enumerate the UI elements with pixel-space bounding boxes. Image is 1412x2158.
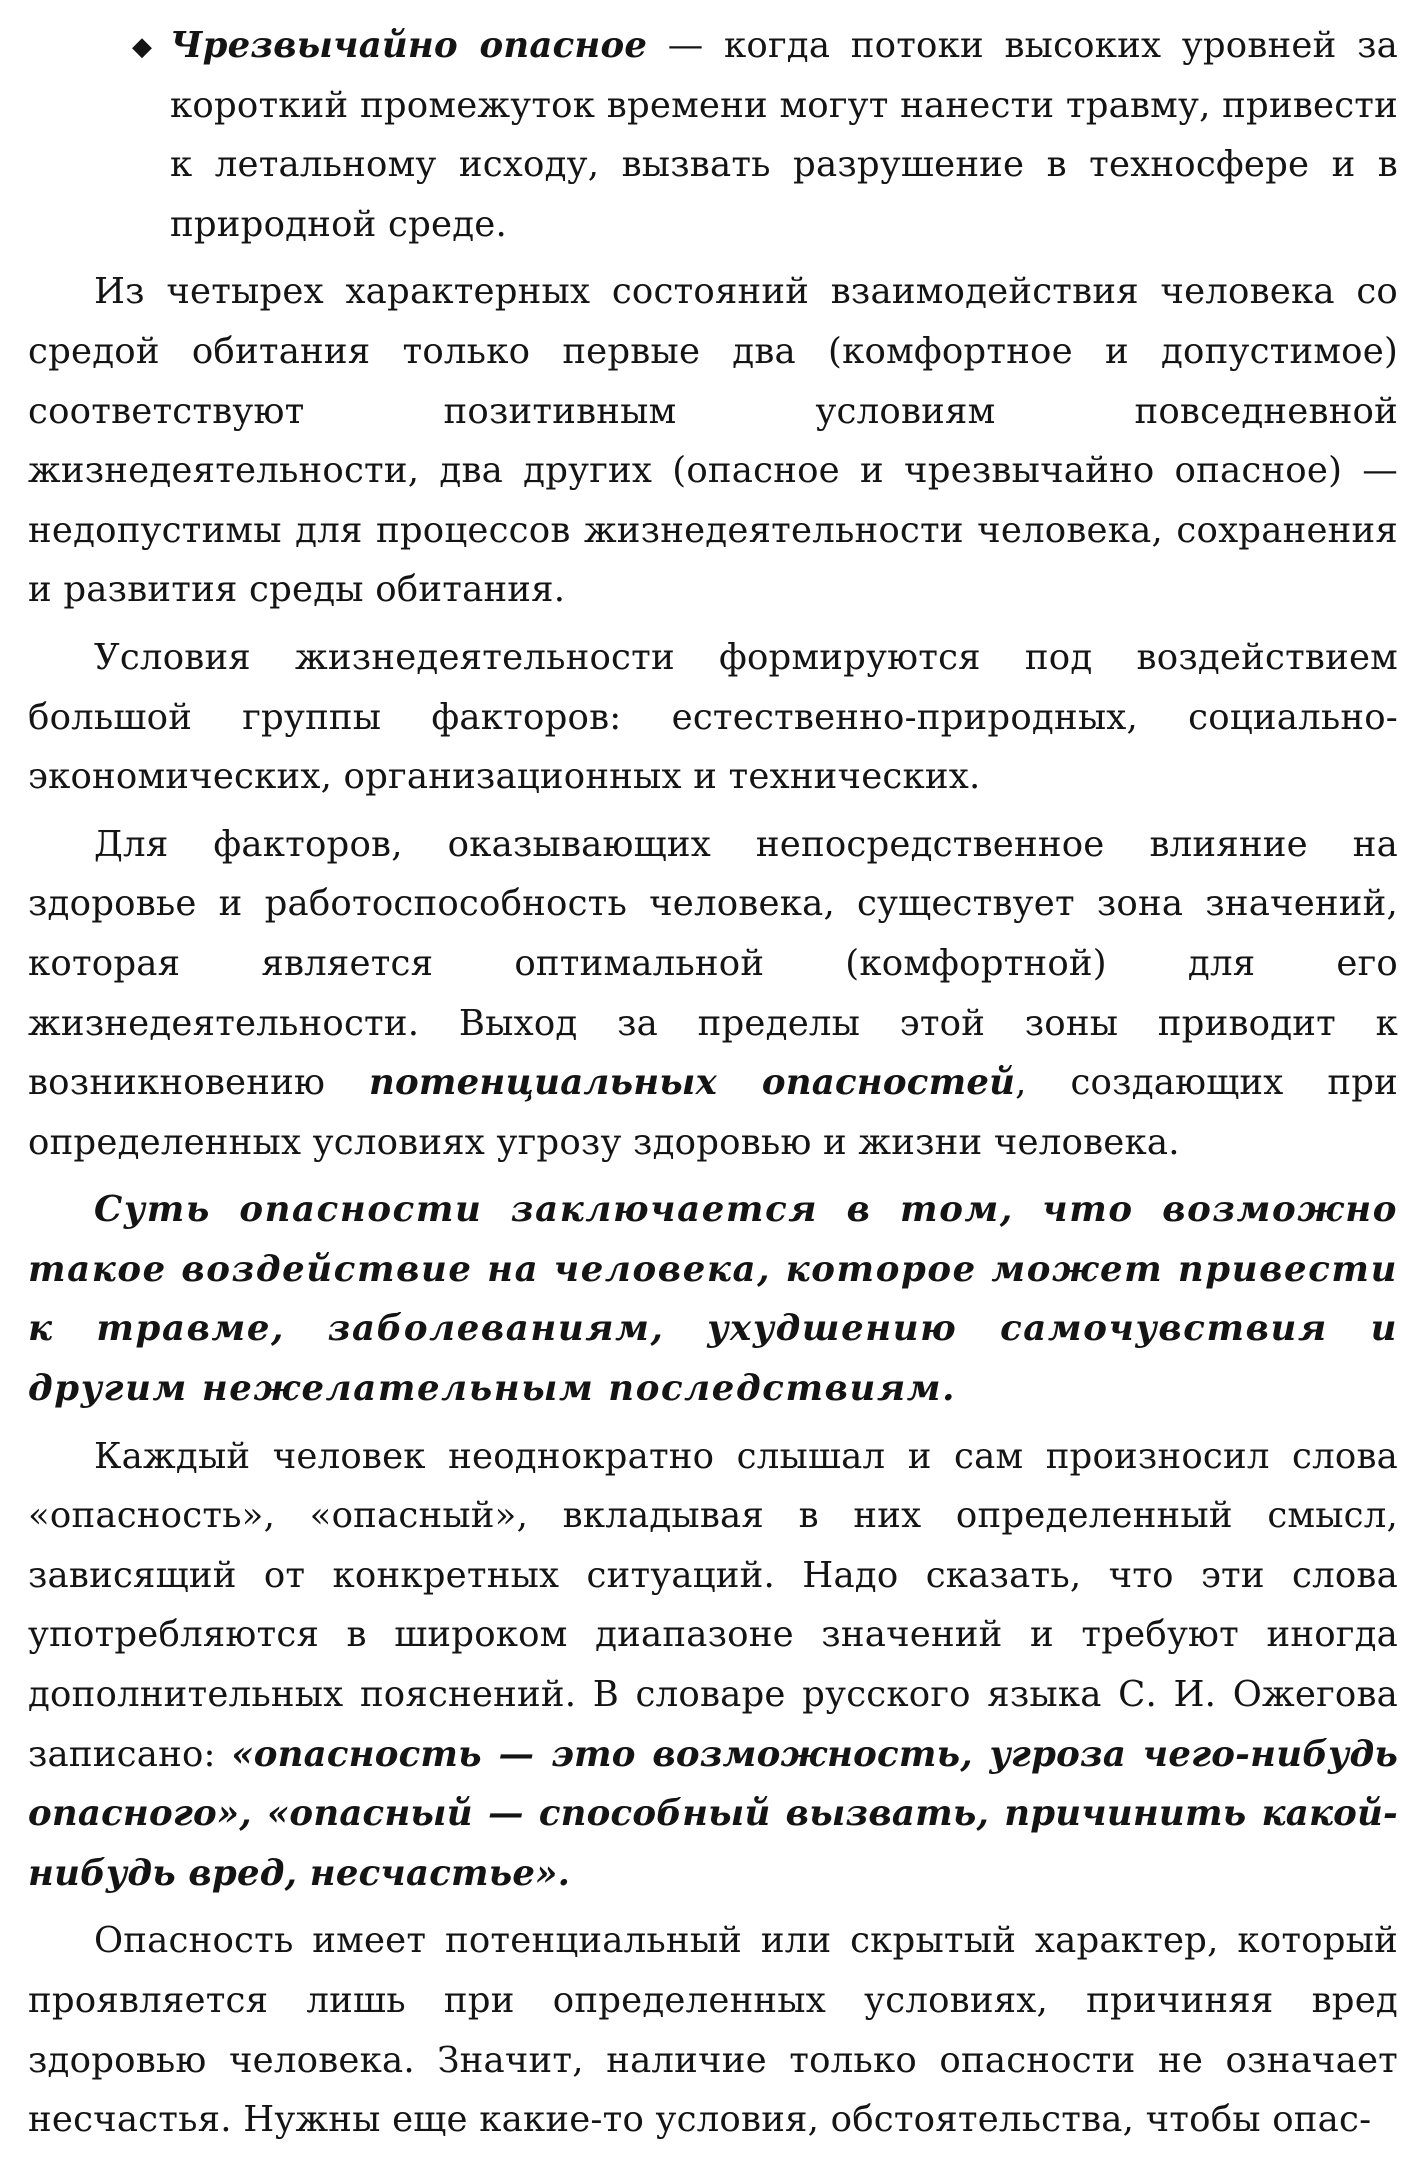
bullet-item-extremely-dangerous bbox=[28, 16, 1398, 254]
paragraph-text-part: Каждый человек неоднократно слышал и сам произносил слова «опасность», «опасный», вкладывая в них определенный смысл, зависящий от конкретных ситуаций. Надо сказать, что эти слова употребляются в широком диапазоне значений и требуют иногда дополнительных пояснений. В словаре русского языка С. И. Ожегова записано: bbox=[28, 1435, 1398, 1775]
paragraph-text-part: , создающих при определенных условиях угрозу здоровью и жизни человека. bbox=[28, 1062, 1399, 1163]
paragraph-four-states: Из четырех характерных состояний взаимодействия человека со средой обитания только первые два (комфортное и допустимое) соответствуют позитивным условиям повседневной жизнедеятельности, два других (опасное и чрезвычайно опасное) — недопустимы для процессов жизнедеятельности человека, сохранения и развития среды обитания. bbox=[28, 271, 1398, 611]
paragraph-essence-of-danger: Суть опасности заключается в том, что возможно такое воздействие на человека, которое может привести к травме, заболеваниям, ухудшению самочувствия и другим нежелательным последствиям. bbox=[28, 1189, 1398, 1410]
bullet-term: Чрезвычайно опасное bbox=[170, 25, 648, 66]
paragraph-life-conditions: Условия жизнедеятельности формируются под воздействием большой группы факторов: естественно-природных, социально-экономических, организационных и технических. bbox=[28, 636, 1398, 798]
term-potential-dangers: потенциальных опасностей bbox=[368, 1062, 1016, 1104]
paragraph-text-part: Для факторов, оказывающих непосредственное влияние на здоровье и работоспособность человека, существует зона значений, которая является оптимальной (комфортной) для его жизнедеятельности. Выход за пределы этой зоны приводит к возникновению bbox=[28, 823, 1398, 1104]
page-body bbox=[28, 16, 1398, 2158]
paragraph-potential-dangers bbox=[28, 815, 1398, 1173]
paragraph-hidden-character: Опасность имеет потенциальный или скрытый характер, который проявляется лишь при определенных условиях, причиняя вред здоровью человека. Значит, наличие только опасности не означает несчастья. Нужны еще какие-то условия, обстоятельства, чтобы опас- bbox=[28, 1920, 1398, 2141]
diamond-bullet-icon: ◆ bbox=[132, 32, 153, 62]
dictionary-quote: «опасность — это возможность, угроза чего-нибудь опасного», «опасный — способный вызвать, причинить какой-нибудь вред, несчастье». bbox=[28, 1733, 1398, 1894]
bullet-text: — когда потоки высоких уровней за короткий промежуток времени могут нанести травму, привести к летальному исходу, вызвать разрушение в техносфере и в природной среде. bbox=[170, 25, 1398, 245]
paragraph-ozhegov-definition bbox=[28, 1427, 1398, 1904]
